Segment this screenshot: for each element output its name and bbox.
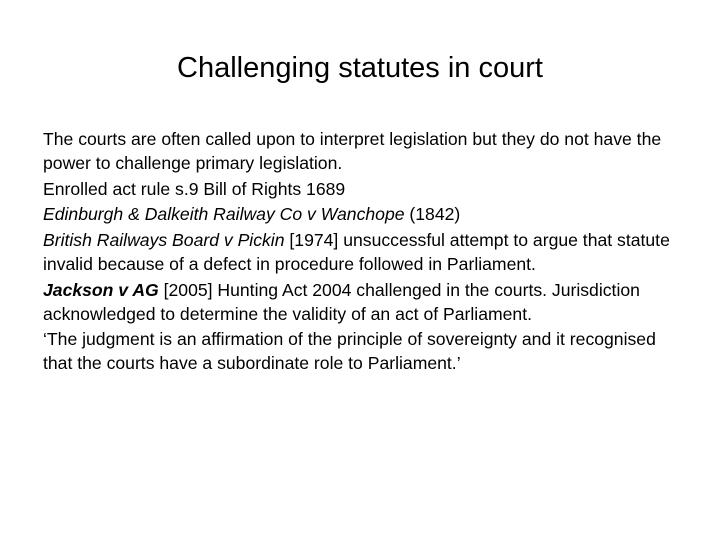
case-detail-pickin: [1974] unsuccessful attempt to argue that statute invalid because of a defect in procedure followed in Parliament. (43, 230, 670, 274)
paragraph-jackson-case (43, 279, 683, 327)
paragraph-enrolled-act-rule: Enrolled act rule s.9 Bill of Rights 1689 (43, 178, 346, 199)
paragraph-edinburgh-case (43, 203, 683, 227)
case-name-pickin: British Railways Board v Pickin (43, 230, 285, 251)
case-name-edinburgh: Edinburgh & Dalkeith Railway Co v Wanchope (43, 204, 405, 225)
slide-title: Challenging statutes in court (177, 52, 543, 84)
case-name-jackson: Jackson v AG (43, 279, 159, 300)
slide-body (43, 128, 683, 378)
case-detail-edinburgh: (1842) (404, 204, 461, 225)
paragraph-courts-interpret: The courts are often called upon to interpret legislation but they do not have the power to challenge primary legislation. (43, 129, 662, 173)
paragraph-pickin-case (43, 229, 683, 277)
paragraph-judgment-quote: ‘The judgment is an affirmation of the principle of sovereignty and it recognised that the courts have a subordinate role to Parliament.’ (43, 329, 656, 374)
case-detail-jackson: [2005] Hunting Act 2004 challenged in the courts. Jurisdiction acknowledged to determine the validity of an act of Parliament. (43, 279, 640, 324)
